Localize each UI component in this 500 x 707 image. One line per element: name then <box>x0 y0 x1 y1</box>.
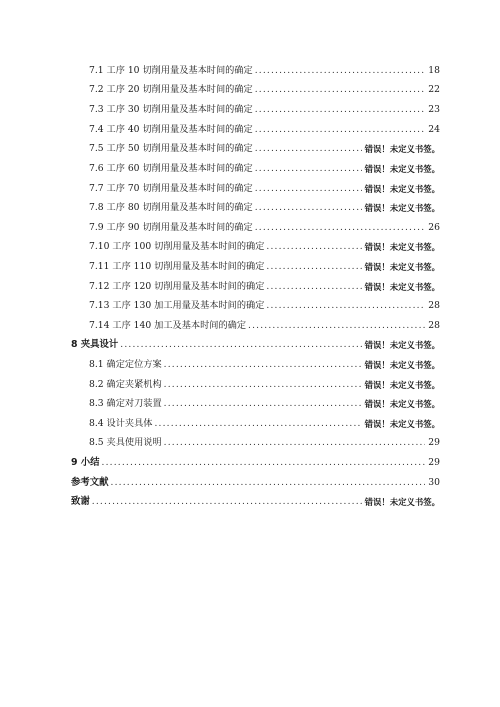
toc-entry[interactable] <box>89 159 440 179</box>
toc-entry-title: 7.2 工序 20 切削用量及基本时间的确定 <box>89 84 253 95</box>
toc-entry-page-error: 错误！未定义书签。 <box>364 203 440 213</box>
toc-entry-title: 8.4 设计夹具体 <box>89 418 153 429</box>
toc-chapter-title: 参考文献 <box>71 477 109 488</box>
toc-entry-page-error: 错误！未定义书签。 <box>364 144 440 154</box>
toc-entry-page-error: 错误！未定义书签。 <box>364 399 440 409</box>
dot-leader <box>255 218 426 238</box>
toc-entry-page: 30 <box>428 477 440 488</box>
toc-entry-page: 29 <box>428 457 440 468</box>
toc-entry[interactable] <box>89 80 440 100</box>
dot-leader <box>164 355 362 375</box>
toc-entry-title: 8.2 确定夹紧机构 <box>89 379 162 390</box>
dot-leader <box>255 120 426 140</box>
toc-entry-page: 28 <box>428 300 440 311</box>
toc-entry-page-error: 错误！未定义书签。 <box>364 340 440 350</box>
toc-entry-title: 7.6 工序 60 切削用量及基本时间的确定 <box>89 163 253 174</box>
toc-entry[interactable] <box>89 61 440 81</box>
toc-entry-title: 7.3 工序 30 切削用量及基本时间的确定 <box>89 104 253 115</box>
toc-chapter-title: 致谢 <box>71 496 90 507</box>
toc-entry-page-error: 错误！未定义书签。 <box>364 242 440 252</box>
toc-entry-title: 8.1 确定定位方案 <box>89 359 162 370</box>
toc-chapter-entry[interactable] <box>71 335 440 355</box>
toc-chapter-entry[interactable] <box>71 492 440 512</box>
dot-leader <box>255 159 362 179</box>
dot-leader <box>266 237 361 257</box>
toc-entry-title: 7.8 工序 80 切削用量及基本时间的确定 <box>89 202 253 213</box>
toc-entry[interactable] <box>89 139 440 159</box>
dot-leader <box>255 198 362 218</box>
toc-entry[interactable] <box>89 296 440 316</box>
toc-entry-page: 26 <box>428 222 440 233</box>
dot-leader <box>266 257 361 277</box>
toc-entry[interactable] <box>89 277 440 297</box>
toc-entry[interactable] <box>89 414 440 434</box>
toc-entry[interactable] <box>89 198 440 218</box>
toc-entry-title: 7.5 工序 50 切削用量及基本时间的确定 <box>89 143 253 154</box>
toc-entry-title: 7.7 工序 70 切削用量及基本时间的确定 <box>89 183 253 194</box>
dot-leader <box>164 375 362 395</box>
toc-entry-page-error: 错误！未定义书签。 <box>364 282 440 292</box>
toc-entry-title: 8.3 确定对刀装置 <box>89 398 162 409</box>
toc-entry[interactable] <box>89 257 440 277</box>
dot-leader <box>266 296 425 316</box>
toc-entry-page-error: 错误！未定义书签。 <box>364 380 440 390</box>
dot-leader <box>255 100 426 120</box>
toc-entry-page-error: 错误！未定义书签。 <box>364 497 440 507</box>
dot-leader <box>255 179 362 199</box>
dot-leader <box>255 139 362 159</box>
toc-entry-title: 7.10 工序 100 切削用量及基本时间的确定 <box>89 241 265 252</box>
toc-entry[interactable] <box>89 355 440 375</box>
dot-leader <box>120 335 361 355</box>
toc-entry-page-error: 错误！未定义书签。 <box>364 419 440 429</box>
toc-chapter-entry[interactable] <box>71 473 440 493</box>
dot-leader <box>255 80 426 100</box>
toc-entry[interactable] <box>89 237 440 257</box>
toc-entry-title: 7.4 工序 40 切削用量及基本时间的确定 <box>89 124 253 135</box>
toc-entry-page: 29 <box>428 437 440 448</box>
toc-entry-page-error: 错误！未定义书签。 <box>364 184 440 194</box>
toc-entry[interactable] <box>89 218 440 238</box>
toc-entry-page: 22 <box>428 84 440 95</box>
toc-chapter-title: 8 夹具设计 <box>71 339 119 350</box>
toc-entry-title: 7.14 工序 140 加工及基本时间的确定 <box>89 320 247 331</box>
toc-entry-title: 7.11 工序 110 切削用量及基本时间的确定 <box>89 261 265 272</box>
toc-chapter-title: 9 小结 <box>71 457 100 468</box>
toc-entry-page: 23 <box>428 104 440 115</box>
toc-entry-page: 24 <box>428 124 440 135</box>
toc-entry[interactable] <box>89 375 440 395</box>
toc-entry[interactable] <box>89 316 440 336</box>
toc-entry[interactable] <box>89 100 440 120</box>
dot-leader <box>248 316 425 336</box>
toc-entry-title: 7.12 工序 120 切削用量及基本时间的确定 <box>89 281 265 292</box>
dot-leader <box>164 394 362 414</box>
toc-entry-page: 28 <box>428 320 440 331</box>
dot-leader <box>111 473 426 493</box>
toc-entry-page-error: 错误！未定义书签。 <box>364 262 440 272</box>
dot-leader <box>102 453 426 473</box>
toc-chapter-entry[interactable] <box>71 453 440 473</box>
toc-entry[interactable] <box>89 179 440 199</box>
dot-leader <box>92 492 362 512</box>
dot-leader <box>154 414 361 434</box>
dot-leader <box>266 277 361 297</box>
toc-entry-title: 7.1 工序 10 切削用量及基本时间的确定 <box>89 65 253 76</box>
toc-entry-title: 7.9 工序 90 切削用量及基本时间的确定 <box>89 222 253 233</box>
toc-entry-title: 7.13 工序 130 加工用量及基本时间的确定 <box>89 300 265 311</box>
dot-leader <box>164 433 426 453</box>
toc-entry-page-error: 错误！未定义书签。 <box>364 164 440 174</box>
toc-entry[interactable] <box>89 394 440 414</box>
toc-entry[interactable] <box>89 120 440 140</box>
toc-entry-page-error: 错误！未定义书签。 <box>364 360 440 370</box>
toc-entry-page: 18 <box>428 65 440 76</box>
toc-entry[interactable] <box>89 433 440 453</box>
toc-entry-title: 8.5 夹具使用说明 <box>89 437 162 448</box>
dot-leader <box>255 61 426 81</box>
